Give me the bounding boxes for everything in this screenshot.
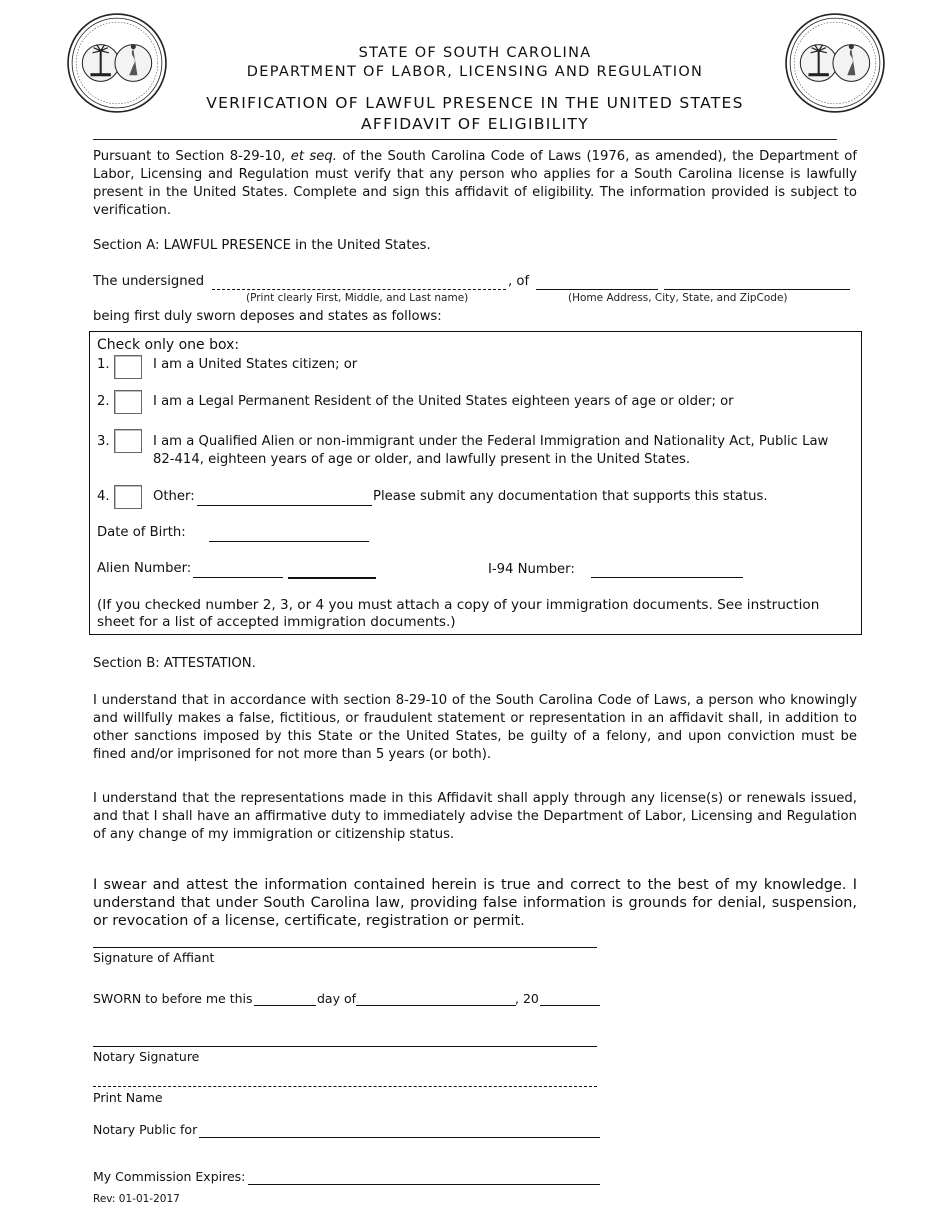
option-4-checkbox[interactable] xyxy=(114,485,142,509)
option-4-label: Other: xyxy=(153,489,195,504)
option-2-text: I am a Legal Permanent Resident of the United States eighteen years of age or older; or xyxy=(153,394,734,409)
address-field[interactable] xyxy=(536,289,658,290)
state-name: STATE OF SOUTH CAROLINA xyxy=(358,45,592,61)
intro-paragraph: Pursuant to Section 8-29-10, et seq. of the South Carolina Code of Laws (1976, as amended), the Department of Labor, Licensing and Regulation must verify that any person who applies for a South Carolina license is lawfully present in the United States. Complete and sign this affidavit of eligibility. The information provided is subject to verification. xyxy=(93,149,857,218)
other-status-field[interactable] xyxy=(197,505,372,506)
option-2-number: 2. xyxy=(97,394,110,409)
affiant-signature-field[interactable] xyxy=(93,947,597,948)
sworn-year-field[interactable] xyxy=(540,1005,600,1006)
day-of-label: day of xyxy=(317,991,357,1006)
sworn-day-field[interactable] xyxy=(254,1005,316,1006)
check-instruction: Check only one box: xyxy=(97,337,240,353)
section-b-heading: Section B: ATTESTATION. xyxy=(93,656,256,671)
commission-expires-field[interactable] xyxy=(248,1184,600,1185)
sworn-statement: being first duly sworn deposes and states as follows: xyxy=(93,309,442,324)
option-2-checkbox[interactable] xyxy=(114,390,142,414)
print-name-label: Print Name xyxy=(93,1090,163,1105)
sworn-month-field[interactable] xyxy=(356,1005,516,1006)
revision-label: Rev: 01-01-2017 xyxy=(93,1193,180,1205)
option-3-number: 3. xyxy=(97,434,110,449)
notary-signature-label: Notary Signature xyxy=(93,1049,200,1064)
print-name-field[interactable] xyxy=(93,1086,597,1087)
i94-number-label: I-94 Number: xyxy=(488,562,575,577)
immigration-documents-note: (If you checked number 2, 3, or 4 you must attach a copy of your immigration documents. See instruction sheet for a list of accepted immigration documents.) xyxy=(97,597,820,630)
address-caption: (Home Address, City, State, and ZipCode) xyxy=(568,292,788,304)
alien-number-field-1[interactable] xyxy=(193,577,283,578)
notary-public-for-label: Notary Public for xyxy=(93,1122,198,1137)
option-4-note: Please submit any documentation that supports this status. xyxy=(373,489,768,504)
name-caption: (Print clearly First, Middle, and Last name) xyxy=(246,292,469,304)
notary-signature-field[interactable] xyxy=(93,1046,597,1047)
option-4-number: 4. xyxy=(97,489,110,504)
dob-field[interactable] xyxy=(209,541,369,542)
option-1-text: I am a United States citizen; or xyxy=(153,357,358,372)
year-label: , 20 xyxy=(515,991,539,1006)
attestation-paragraph-1: I understand that in accordance with section 8-29-10 of the South Carolina Code of Laws, a person who knowingly and willfully makes a false, fictitious, or fraudulent statement or representation in an affidavit shall, in addition to other sanctions imposed by this State or the United States, be guilty of a felony, and upon conviction must be fined and/or imprisoned for not more than 5 years (or both). xyxy=(93,693,857,762)
attestation-paragraph-3: I swear and attest the information contained herein is true and correct to the best of my knowledge. I understand that under South Carolina law, providing false information is grounds for denial, suspension, or revocation of a license, certificate, registration or permit. xyxy=(93,877,857,929)
undersigned-label: The undersigned xyxy=(93,274,205,289)
section-a-heading: Section A: LAWFUL PRESENCE in the United States. xyxy=(93,238,431,253)
option-3-text: I am a Qualified Alien or non-immigrant under the Federal Immigration and Nationality Act, Public Law xyxy=(153,434,829,449)
department-name: DEPARTMENT OF LABOR, LICENSING AND REGULATION xyxy=(246,64,704,80)
notary-public-for-field[interactable] xyxy=(199,1137,600,1138)
eligibility-options-box xyxy=(89,331,862,635)
sworn-label: SWORN to before me this xyxy=(93,991,253,1006)
attestation-paragraph-2: I understand that the representations made in this Affidavit shall apply through any license(s) or renewals issued, and that I shall have an affirmative duty to immediately advise the Department of Labor, Licensing and Regulation of any change of my immigration or citizenship status. xyxy=(93,791,857,842)
i94-number-field[interactable] xyxy=(591,577,743,578)
form-subtitle: AFFIDAVIT OF ELIGIBILITY xyxy=(360,115,590,133)
alien-number-label: Alien Number: xyxy=(97,561,192,576)
of-label: , of xyxy=(508,274,530,289)
alien-number-field-2[interactable] xyxy=(288,577,376,579)
option-1-checkbox[interactable] xyxy=(114,355,142,379)
commission-expires-label: My Commission Expires: xyxy=(93,1169,246,1184)
form-title: VERIFICATION OF LAWFUL PRESENCE IN THE UNITED STATES xyxy=(206,94,744,112)
name-field[interactable] xyxy=(212,289,506,290)
option-3-text-continued: 82-414, eighteen years of age or older, and lawfully present in the United States. xyxy=(153,452,691,467)
city-state-zip-field[interactable] xyxy=(664,289,850,290)
affiant-signature-label: Signature of Affiant xyxy=(93,950,215,965)
dob-label: Date of Birth: xyxy=(97,525,186,540)
header-rule xyxy=(93,139,837,140)
option-1-number: 1. xyxy=(97,357,110,372)
option-3-checkbox[interactable] xyxy=(114,429,142,453)
